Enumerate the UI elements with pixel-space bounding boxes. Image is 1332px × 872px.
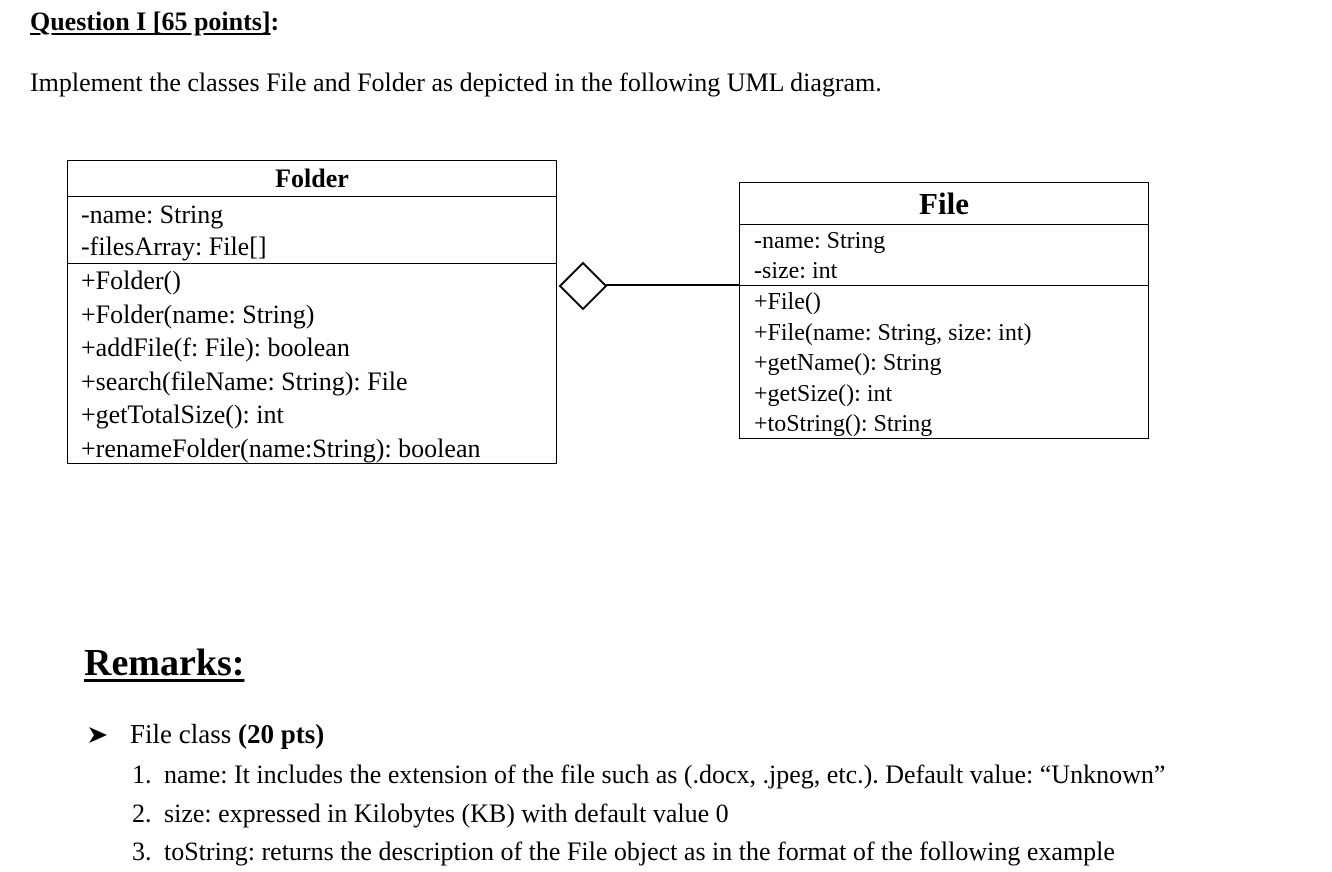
bullet-text: File class — [130, 719, 238, 749]
aggregation-diamond-icon — [560, 263, 606, 309]
question-heading-text: Question I [65 points] — [30, 7, 271, 36]
uml-operation: +getTotalSize(): int — [81, 400, 284, 429]
uml-operation: +Folder(name: String) — [81, 299, 315, 329]
question-heading — [30, 6, 279, 38]
uml-attribute: -name: String — [754, 228, 886, 254]
list-number: 2. — [132, 798, 152, 828]
list-number: 1. — [132, 760, 152, 789]
uml-class-title: File — [740, 183, 1148, 225]
list-text: size: expressed in Kilobytes (KB) with default value 0 — [164, 798, 729, 828]
arrowhead-bullet-icon — [88, 716, 130, 752]
uml-operation: +toString(): String — [754, 411, 933, 437]
uml-attribute: -filesArray: File[] — [81, 232, 267, 261]
uml-attributes — [68, 197, 556, 264]
aggregation-connector — [556, 258, 756, 314]
uml-operation: +addFile(f: File): boolean — [81, 333, 350, 362]
intro-paragraph: Implement the classes File and Folder as depicted in the following UML diagram. — [30, 68, 882, 97]
list-number: 3. — [132, 837, 152, 866]
uml-operation: +getName(): String — [754, 350, 942, 376]
list-text: name: It includes the extension of the file such as (.docx, .jpeg, etc.). Default value: “Unknown” — [164, 760, 1166, 789]
remarks-heading: Remarks: — [84, 642, 245, 684]
remarks-bullet-file-class — [88, 716, 324, 752]
list-item — [132, 756, 1165, 795]
uml-operation: +Folder() — [81, 266, 181, 295]
uml-operation: +File() — [754, 289, 821, 315]
uml-operations — [740, 286, 1148, 440]
remarks-numbered-list — [132, 756, 1165, 872]
uml-operation: +renameFolder(name:String): boolean — [81, 433, 481, 463]
uml-class-file — [739, 182, 1149, 439]
list-text: toString: returns the description of the File object as in the format of the following example — [164, 837, 1115, 866]
list-item — [132, 795, 1165, 834]
uml-operation: +File(name: String, size: int) — [754, 319, 1032, 346]
uml-class-folder — [67, 160, 557, 464]
uml-operation: +search(fileName: String): File — [81, 366, 408, 396]
uml-attribute: -size: int — [754, 258, 838, 284]
question-heading-colon: : — [270, 7, 280, 36]
uml-attributes — [740, 225, 1148, 286]
uml-operation: +getSize(): int — [754, 380, 893, 407]
uml-operations — [68, 264, 556, 465]
bullet-points: (20 pts) — [238, 719, 325, 749]
list-item — [132, 833, 1165, 872]
uml-class-title: Folder — [68, 161, 556, 197]
uml-attribute: -name: String — [81, 200, 224, 229]
